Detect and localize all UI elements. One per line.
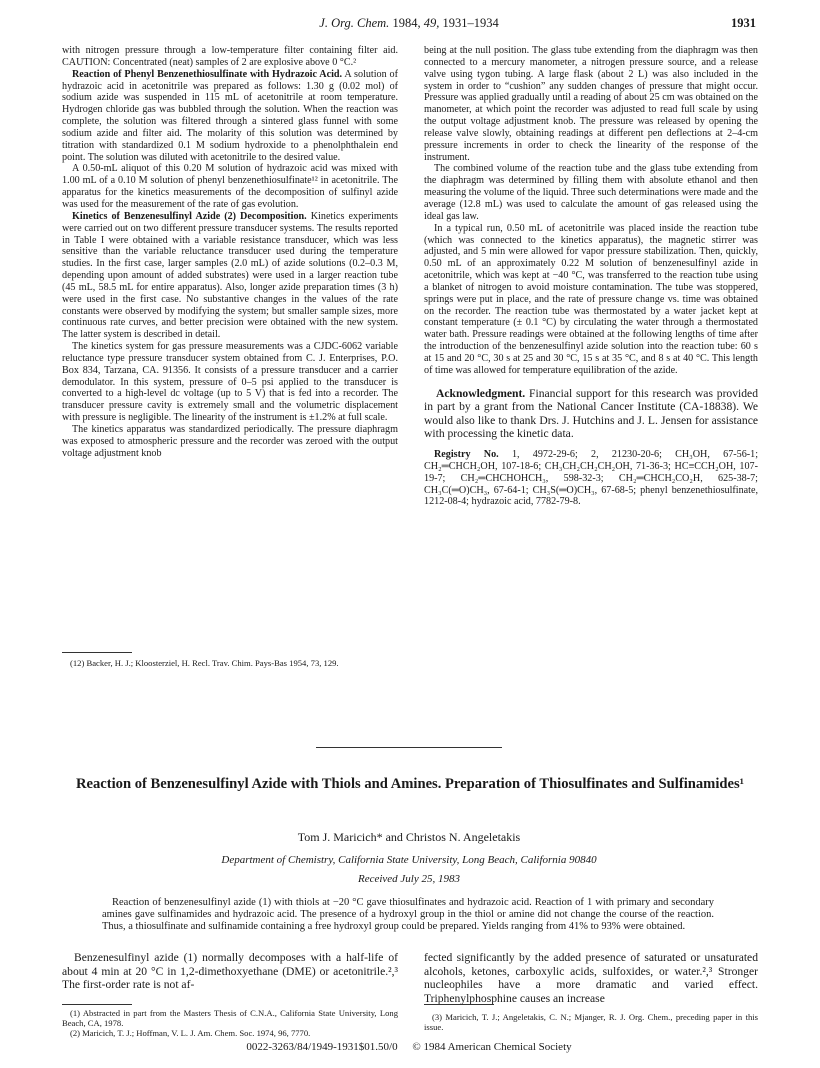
footnote-text: (3) Maricich, T. J.; Angeletakis, C. N.; Mjanger, R. J. Org. Chem., preceding paper in this issue. bbox=[424, 1012, 758, 1033]
article-code: 0022-3263/84/1949-1931$01.50/0 bbox=[246, 1041, 398, 1053]
section-heading: Acknowledgment. bbox=[436, 386, 526, 400]
registry-numbers bbox=[424, 449, 758, 508]
received-date: Received July 25, 1983 bbox=[357, 873, 460, 885]
journal-pages: 1931–1934 bbox=[442, 16, 499, 30]
right-column-intro bbox=[424, 951, 758, 1005]
paragraph: with nitrogen pressure through a low-temperature filter containing filter aid. CAUTION: Concentrated (neat) samples of 2 are explosive above 0 °C.² bbox=[62, 45, 398, 68]
footnote-text: (12) Backer, H. J.; Kloosterziel, H. Recl. Trav. Chim. Pays-Bas 1954, 73, 129. bbox=[70, 658, 339, 668]
page-footer bbox=[62, 1041, 756, 1053]
section-heading: Reaction of Phenyl Benzenethiosulfinate with Hydrazoic Acid. bbox=[72, 68, 343, 80]
journal-year: 1984, bbox=[392, 16, 421, 30]
affiliation: Department of Chemistry, California State University, Long Beach, California 90840 bbox=[221, 854, 597, 866]
paragraph-body: Financial support for this research was provided in part by a grant from the National Cancer Institute (CA-18838). We would also like to thank Drs. J. Hutchins and J. L. Jensen for assistance with processing the kinetic data. bbox=[424, 386, 758, 441]
paragraph bbox=[424, 449, 758, 508]
paragraph-body: Kinetics experiments were carried out on two different pressure transducer systems. The results reported in Table I were obtained with a variable resistance transducer, which was less sensitive than the variable reluctance transducer used during the temperature studies. In the first case, larger samples (2.0 mL) of azide solutions (0.2–0.3 M, depending upon amount of added substrates) were used in a larger reaction tube (45 mL, 58.5 mL for entire apparatus). Also, longer azide preparation times (3 h) were used in the first case. No substantive changes in the values of the rate constants were observed by modifying the system; but smaller sample sizes, more continuous rate curves, and better precision were obtained with the new system. The latter system is described in detail. bbox=[62, 210, 399, 341]
running-header bbox=[62, 16, 756, 34]
footnotes-right bbox=[424, 1012, 758, 1032]
footnote-rule bbox=[62, 652, 132, 653]
paragraph: The kinetics system for gas pressure measurements was a CJDC-6062 variable reluctance type pressure transducer system obtained from C. J. Enterprises, P.O. Box 834, Tarzana, CA. 91356. It consists of a pressure transducer and a carrier demodulator. In this system, pressure of 0–5 psi applied to the transducer is converted to a high-level dc voltage (up to 5 V) that is fed into a recorder. The transducer pressure cavity is extremely small and the volumetric displacement with pressure is negligible. The linearity of the instrument is ±1.2% at full scale. bbox=[62, 341, 398, 424]
left-column-intro bbox=[62, 951, 398, 992]
paragraph: In a typical run, 0.50 mL of acetonitrile was placed inside the reaction tube (which was connected to the kinetics apparatus), the magnetic stirrer was adjusted, and 5 min were allowed for vapor pressure stabilization. Then, quickly, 0.50 mL of an approximately 0.22 M solution of benzenesulfinyl azide in acetonitrile, which was kept at −40 °C, was transferred to the reaction tube using a blanket of nitrogen to avoid moisture contamination. The tube was stoppered, springs were put in place, and the rate of pressure change vs. time was obtained on the recorder. The reaction tube was thermostated by a water jacket kept at constant temperature (± 0.1 °C) by circulating the water through a thermostated water bath. Pressure readings were obtained at the following lengths of time after the introduction of the benzenesulfinyl azide solution into the reaction tube: 60 s at 15 and 20 °C, 30 s at 25 and 30 °C, 15 s at 35 °C, and 8 s at 40 °C. This length of time was allowed for temperature equilibration of the azide. bbox=[424, 222, 758, 376]
paragraph: A 0.50-mL aliquot of this 0.20 M solution of hydrazoic acid was mixed with 1.00 mL of a 0.10 M solution of phenyl benzenethiosulfinate¹² in acetonitrile. The apparatus for the kinetics measurements of the decomposition of sulfinyl azide was used for the measurement of the rate of gas evolution. bbox=[62, 163, 398, 210]
journal-citation bbox=[62, 16, 756, 31]
authors: Tom J. Maricich* and Christos N. Angeletakis bbox=[297, 830, 521, 844]
paragraph bbox=[424, 387, 758, 441]
paragraph bbox=[62, 211, 398, 341]
footnote-text: (1) Abstracted in part from the Masters Thesis of C.N.A., California State University, Long Beach, CA, 1978. bbox=[62, 1008, 398, 1029]
copyright: © 1984 American Chemical Society bbox=[412, 1041, 572, 1053]
paragraph-body: A solution of hydrazoic acid in acetonitrile was prepared as follows: 1.30 g (0.02 mol) of sodium azide was suspended in 115 mL of acetonitrile at room temperature. Hydrogen chloride gas was bubbled through the solution. When the reaction was complete, the solution was filtered through a sintered glass funnel with some sodium azide and filter aid. The molarity of this solution was determined by titration with standardized 0.1 M sodium hydroxide to a phenolphthalein end point. The solution was diluted with acetonitrile to the desired value. bbox=[62, 68, 398, 163]
left-column-top bbox=[62, 45, 398, 460]
footnotes-left bbox=[62, 1008, 398, 1039]
acknowledgment bbox=[424, 387, 758, 441]
footnote-rule bbox=[62, 1004, 132, 1005]
paragraph: The kinetics apparatus was standardized periodically. The pressure diaphragm was exposed to atmospheric pressure and the recorder was zeroed with the output voltage adjustment knob bbox=[62, 424, 398, 459]
section-heading: Kinetics of Benzenesulfinyl Azide (2) Decomposition. bbox=[72, 210, 307, 222]
paragraph bbox=[62, 69, 398, 164]
journal-name: J. Org. Chem. bbox=[319, 16, 390, 30]
abstract bbox=[102, 897, 714, 934]
journal-volume: 49, bbox=[423, 16, 440, 30]
section-heading: Registry No. bbox=[434, 449, 499, 460]
paragraph: being at the null position. The glass tube extending from the diaphragm was then connected to a mercury manometer, a nitrogen pressure source, and a release valve using tygon tubing. A large flask (about 2 L) was also included in the system in order to “cushion” any sudden changes of pressure that might occur. Pressure was applied gradually until a reading of about 25 cm was obtained on the manometer, at which point the recorder was adjusted to read full scale by using the output voltage adjustment knob. The pressure was released by opening the release valve slowly, obtaining readings at different pen deflections at 2–4-cm pressure increments in order to check the linearity of the response of the instrument. bbox=[424, 45, 758, 163]
footnote-text: (2) Maricich, T. J.; Hoffman, V. L. J. Am. Chem. Soc. 1974, 96, 7770. bbox=[70, 1028, 311, 1039]
paragraph-body: 1, 4972-29-6; 2, 21230-20-6; CH₃OH, 67-56-1; CH₂═CHCH₂OH, 107-18-6; CH₃CH₂CH₂CH₂OH, 71-36-3; HC≡CCH₂OH, 107-19-7; CH₂═CHCHOHCH₃, 598-32-3; CH₂═CHCH₂CO₂H, 625-38-7; CH₃C(═O)CH₃, 67-64-1; CH₃S(═O)CH₃, 67-68-5; phenyl benzenethiosulfinate, 1212-08-4; hydrazoic acid, 7782-79-8. bbox=[424, 449, 759, 508]
article-divider bbox=[316, 747, 502, 748]
right-column-top bbox=[424, 45, 758, 508]
paragraph: Benzenesulfinyl azide (1) normally decomposes with a half-life of about 4 min at 20 °C in 1,2-dimethoxyethane (DME) or acetonitrile.²,³ The first-order rate is not af- bbox=[62, 951, 398, 992]
page-number: 1931 bbox=[731, 16, 756, 30]
article-title: Reaction of Benzenesulfinyl Azide with Thiols and Amines. Preparation of Thiosulfinates and Sulfinamides¹ bbox=[75, 776, 745, 792]
paragraph: fected significantly by the added presence of saturated or unsaturated alcohols, ketones, carboxylic acids, sulfoxides, or water.²,³ Stronger nucleophiles have a more dramatic and varied effect. Triphenylphosphine causes an increase bbox=[424, 951, 758, 1005]
abstract-text: Reaction of benzenesulfinyl azide (1) with thiols at −20 °C gave thiosulfinates and hydrazoic acid. Reaction of 1 with primary and secondary amines gave sulfinamides and hydrazoic acid. The presence of a hydroxyl group in the thiol or amine did not change the course of the reaction. Thus, a thiosulfinate and sulfinamide containing a free hydroxyl group could be prepared. Yields ranging from 41% to 93% were obtained. bbox=[102, 897, 714, 933]
footnote-rule bbox=[424, 1004, 494, 1005]
paragraph: The combined volume of the reaction tube and the glass tube extending from the diaphragm was determined by filling them with absolute ethanol and then measuring the volume of the liquid. Three such determinations were made and the average (12.8 mL) was used to calculate the amount of gas released using the ideal gas law. bbox=[424, 163, 758, 222]
footnote-12 bbox=[62, 658, 398, 668]
